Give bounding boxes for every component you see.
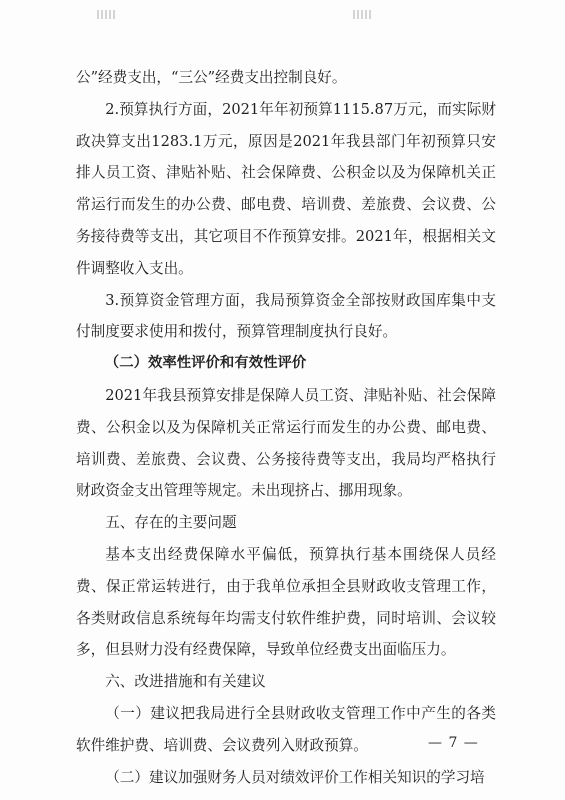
binding-hole-mark-left xyxy=(97,10,117,19)
section-heading-problems: 五、存在的主要问题 xyxy=(105,514,237,532)
paragraph-continued: 公”经费支出，“三公”经费支出控制良好。 xyxy=(76,69,347,86)
paragraph-suggestion-1: （一）建议把我局进行全县财政收支管理工作中产生的各类软件维护费、培训费、会议费列入财政预算。 xyxy=(76,704,496,754)
paragraph-budget-execution: 2.预算执行方面，2021年年初预算1115.87万元，而实际财政决算支出1283.1万元，原因是2021年我县部门年初预算只安排人员工资、津贴补贴、社会保障费、公积金以及为保障机关正常运行而发生的办公费、邮电费、培训费、差旅费、会议费、公务接待费等支出，其它项目不作预算安排。2021年，根据相关文件调整收入支出。 xyxy=(76,100,496,277)
paragraph-suggestion-2: （二）建议加强财务人员对绩效评价工作相关知识的学习培 xyxy=(105,768,485,786)
paragraph-fund-management: 3.预算资金管理方面，我局预算资金全部按财政国库集中支付制度要求使用和拨付，预算管理制度执行良好。 xyxy=(76,291,496,341)
binding-hole-mark-right xyxy=(353,10,373,19)
page-number: — 7 — xyxy=(428,735,479,751)
section-heading-efficiency: （二）效率性评价和有效性评价 xyxy=(104,355,307,372)
document-body xyxy=(76,62,496,793)
paragraph-problems: 基本支出经费保障水平偏低，预算执行基本围绕保人员经费、保正常运转进行，由于我单位承担全县财政收支管理工作，各类财政信息系统每年均需支付软件维护费，同时培训、会议较多，但县财力没有经费保障，导致单位经费支出面临压力。 xyxy=(76,545,496,659)
paragraph-efficiency: 2021年我县预算安排是保障人员工资、津贴补贴、社会保障费、公积金以及为保障机关正常运行而发生的办公费、邮电费、培训费、差旅费、会议费、公务接待费等支出，我局均严格执行财政资金支出管理等规定。未出现挤占、挪用现象。 xyxy=(76,386,496,500)
section-heading-improvements: 六、改进措施和有关建议 xyxy=(105,673,266,691)
